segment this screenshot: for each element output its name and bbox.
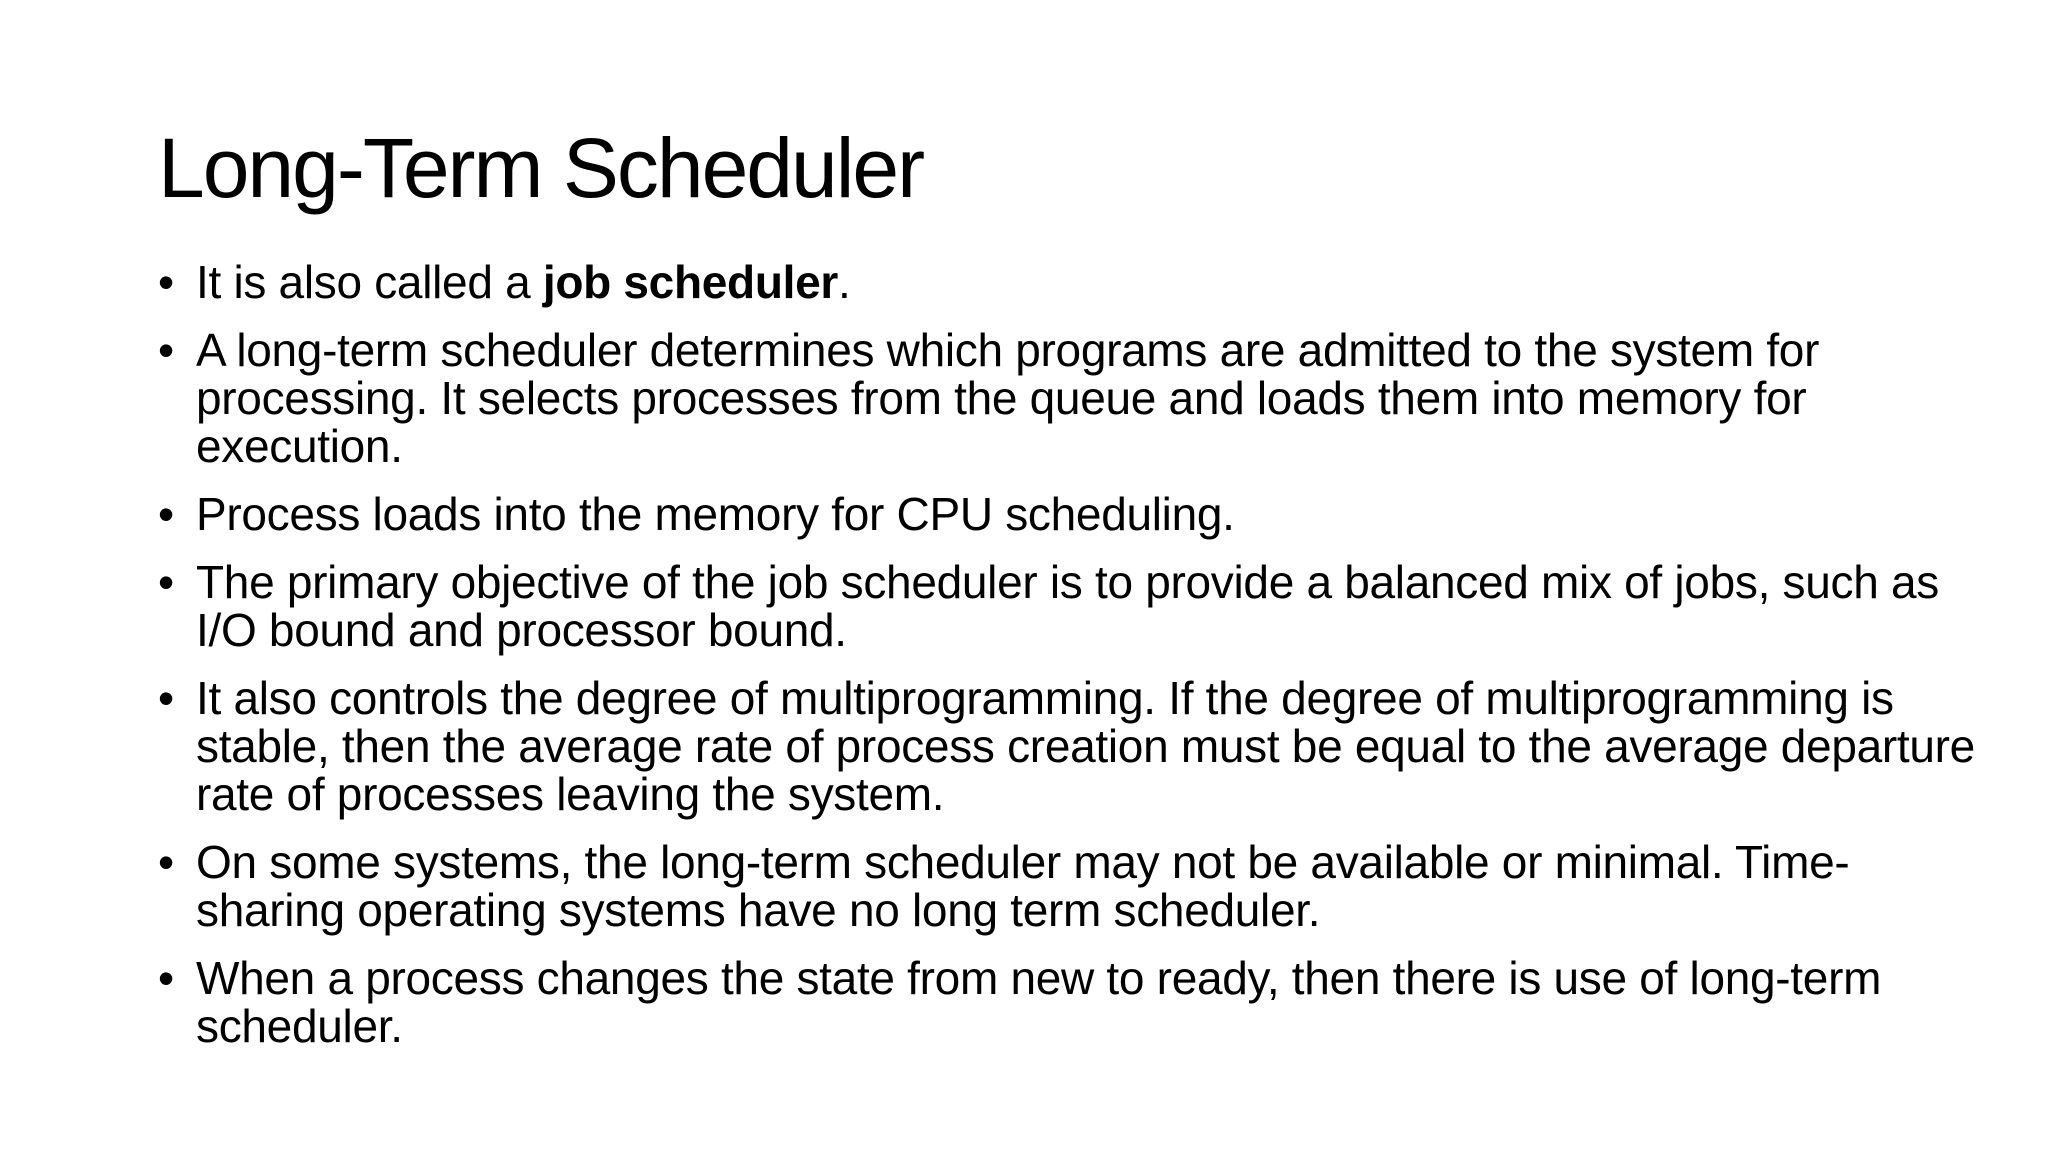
bullet-marker: • xyxy=(158,324,174,376)
bullet-text: On some systems, the long-term scheduler may not be available or minimal. Time-sharing operating systems have no long term scheduler. xyxy=(196,836,1850,936)
bullet-list xyxy=(158,258,1998,1070)
bullet-item xyxy=(158,838,1998,934)
bullet-item xyxy=(158,674,1998,818)
slide-title: Long-Term Scheduler xyxy=(158,121,924,215)
bullet-marker: • xyxy=(158,952,174,1004)
bullet-text-bold: job scheduler xyxy=(542,256,839,308)
bullet-item xyxy=(158,490,1998,538)
bullet-text: The primary objective of the job scheduler is to provide a balanced mix of jobs, such as I/O bound and processor bound. xyxy=(196,556,1939,656)
bullet-item xyxy=(158,954,1998,1050)
bullet-marker: • xyxy=(158,256,174,308)
bullet-text: A long-term scheduler determines which programs are admitted to the system for processing. It selects processes from the queue and loads them into memory for execution. xyxy=(196,324,1820,472)
bullet-item xyxy=(158,258,1998,306)
bullet-item xyxy=(158,326,1998,470)
bullet-marker: • xyxy=(158,836,174,888)
bullet-text: When a process changes the state from new to ready, then there is use of long-term scheduler. xyxy=(196,952,1882,1052)
bullet-text-after: . xyxy=(838,256,851,308)
bullet-text: Process loads into the memory for CPU scheduling. xyxy=(196,488,1235,540)
bullet-text xyxy=(196,258,1998,306)
bullet-marker: • xyxy=(158,488,174,540)
bullet-text: It also controls the degree of multiprogramming. If the degree of multiprogramming is stable, then the average rate of process creation must be equal to the average departure rate of processes leaving the system. xyxy=(196,672,1975,820)
bullet-marker: • xyxy=(158,556,174,608)
bullet-item xyxy=(158,558,1998,654)
bullet-marker: • xyxy=(158,672,174,724)
bullet-text-before: It is also called a xyxy=(196,256,543,308)
